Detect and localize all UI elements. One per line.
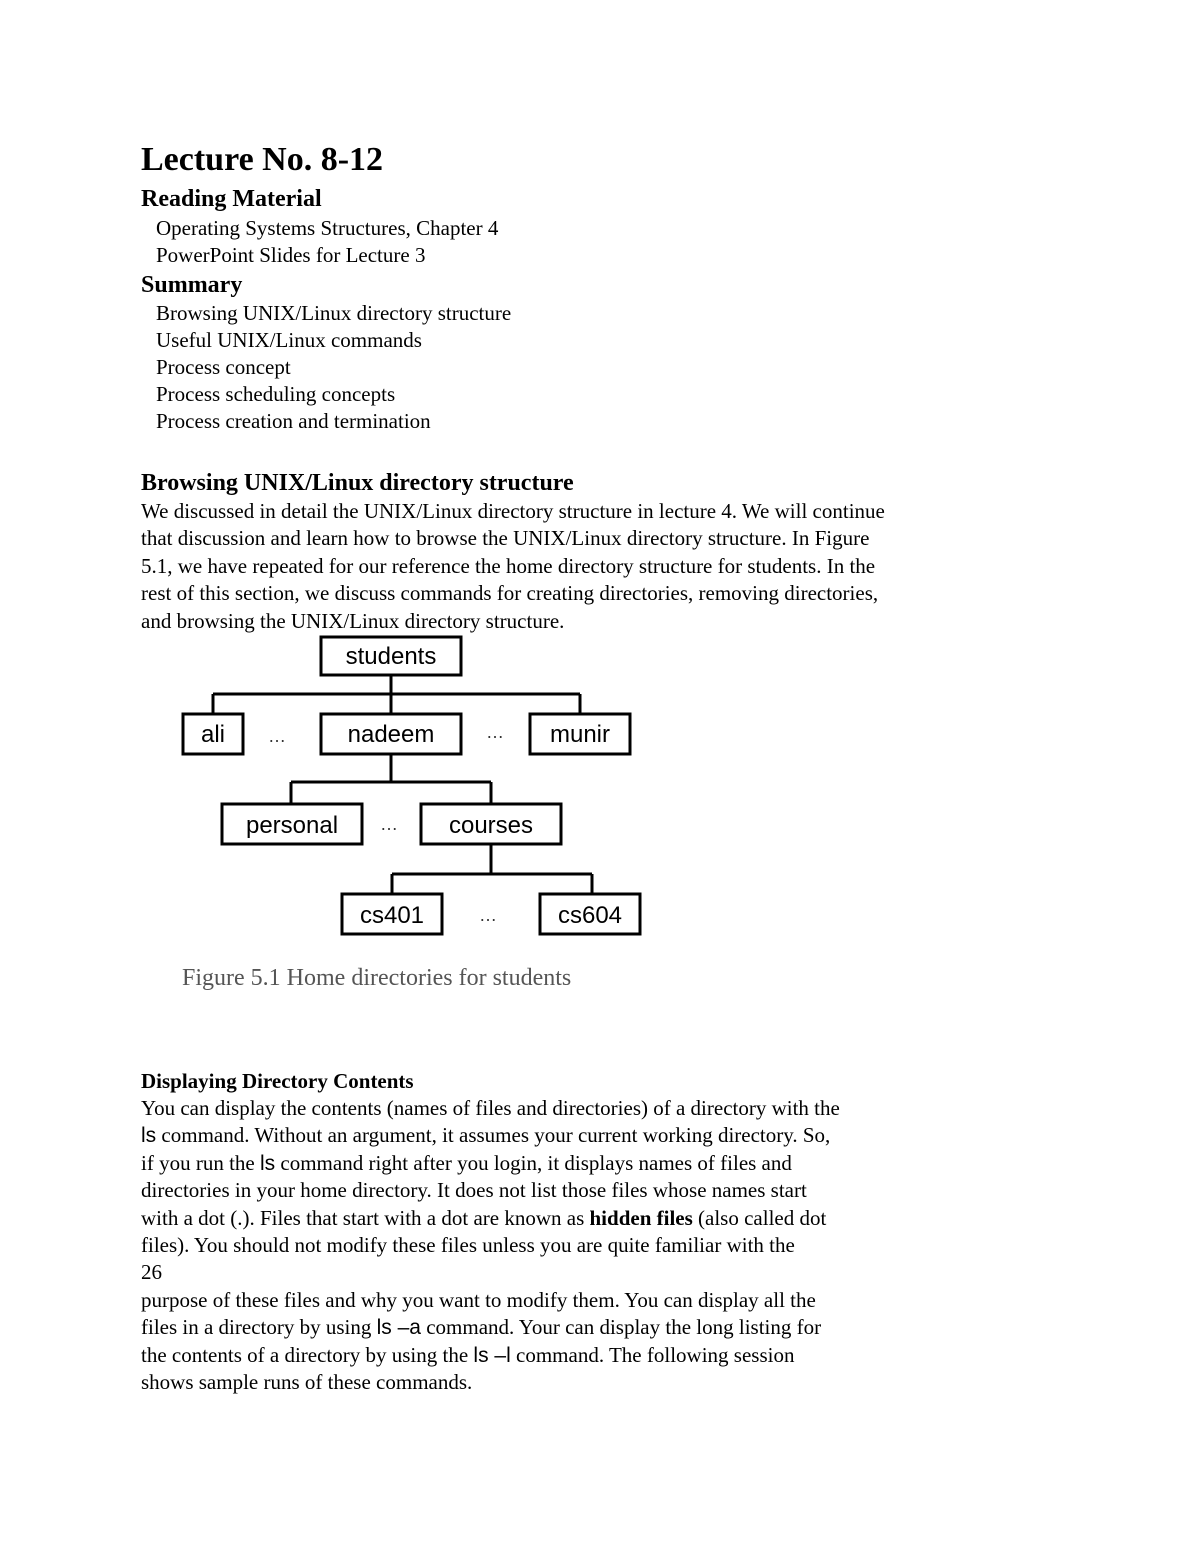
tree-edge xyxy=(392,844,592,894)
svg-text:munir: munir xyxy=(549,721,611,748)
reading-material-heading: Reading Material xyxy=(141,186,322,212)
command-ls: ls xyxy=(141,1124,157,1148)
list-item: Useful UNIX/Linux commands xyxy=(156,328,422,352)
directory-tree-diagram xyxy=(170,628,670,948)
displaying-section-heading: Displaying Directory Contents xyxy=(141,1069,414,1093)
svg-text:courses: courses xyxy=(448,812,534,839)
lecture-title: Lecture No. 8-12 xyxy=(141,141,384,178)
node-cs401 xyxy=(342,894,442,934)
tree-edge xyxy=(213,675,580,714)
tree-edge xyxy=(291,754,491,804)
paragraph-line: directories in your home directory. It does not list those files whose names start xyxy=(141,1178,807,1203)
command-ls-l: ls –l xyxy=(473,1343,511,1367)
paragraph-line: shows sample runs of these commands. xyxy=(141,1370,473,1395)
list-item: PowerPoint Slides for Lecture 3 xyxy=(156,243,426,267)
paragraph-line: ls command. Without an argument, it assumes your current working directory. So, xyxy=(141,1123,831,1148)
ellipsis-marker: … xyxy=(380,814,398,834)
command-ls: ls xyxy=(259,1151,276,1175)
paragraph-line: with a dot (.). Files that start with a dot are known as hidden files (also called dot xyxy=(141,1205,827,1230)
node-nadeem xyxy=(321,714,461,754)
paragraph-line: rest of this section, we discuss commands for creating directories, removing directories, xyxy=(141,581,879,606)
paragraph-line: 5.1, we have repeated for our reference the home directory structure for students. In the xyxy=(141,553,876,578)
reading-material-list xyxy=(156,215,498,269)
list-item: Process scheduling concepts xyxy=(156,382,396,406)
summary-list xyxy=(156,300,511,435)
node-munir xyxy=(530,714,630,754)
paragraph-line: purpose of these files and why you want to modify them. You can display all the xyxy=(141,1287,816,1312)
svg-text:nadeem: nadeem xyxy=(347,721,435,748)
page-number: 26 xyxy=(141,1260,162,1285)
svg-text:cs604: cs604 xyxy=(557,902,623,929)
ellipsis-marker: … xyxy=(479,905,497,925)
list-item: Process concept xyxy=(156,355,291,379)
paragraph-line: files). You should not modify these files unless you are quite familiar with the xyxy=(141,1233,795,1258)
paragraph-line: You can display the contents (names of files and directories) of a directory with the xyxy=(141,1096,840,1120)
paragraph-line: files in a directory by using ls –a command. Your can display the long listing for xyxy=(141,1315,822,1340)
ellipsis-marker: … xyxy=(486,722,504,742)
ellipsis-marker: … xyxy=(268,726,286,746)
paragraph-line: the contents of a directory by using the ls –l command. The following session xyxy=(141,1342,795,1367)
node-courses xyxy=(421,804,561,844)
list-item: Process creation and termination xyxy=(156,409,431,433)
hidden-files-term: hidden files xyxy=(589,1205,693,1230)
node-ali xyxy=(183,714,243,754)
svg-text:students: students xyxy=(345,643,437,670)
browsing-section-heading: Browsing UNIX/Linux directory structure xyxy=(141,470,574,496)
paragraph-line: that discussion and learn how to browse the UNIX/Linux directory structure. In Figure xyxy=(141,526,870,551)
svg-text:ali: ali xyxy=(200,721,226,748)
command-ls-a: ls –a xyxy=(376,1316,421,1340)
svg-text:cs401: cs401 xyxy=(359,902,425,929)
list-item: Operating Systems Structures, Chapter 4 xyxy=(156,216,499,240)
node-personal xyxy=(222,804,362,844)
paragraph-line: We discussed in detail the UNIX/Linux directory structure in lecture 4. We will continue xyxy=(141,499,885,523)
paragraph-line: and browsing the UNIX/Linux directory structure. xyxy=(141,608,565,633)
browsing-paragraph xyxy=(141,498,885,635)
node-students xyxy=(321,637,461,675)
displaying-paragraph xyxy=(141,1095,840,1396)
paragraph-line: if you run the ls command right after you login, it displays names of files and xyxy=(141,1150,792,1175)
node-cs604 xyxy=(540,894,640,934)
summary-heading: Summary xyxy=(141,272,243,298)
svg-text:personal: personal xyxy=(245,812,339,839)
list-item: Browsing UNIX/Linux directory structure xyxy=(156,301,512,325)
figure-caption: Figure 5.1 Home directories for students xyxy=(182,965,572,991)
